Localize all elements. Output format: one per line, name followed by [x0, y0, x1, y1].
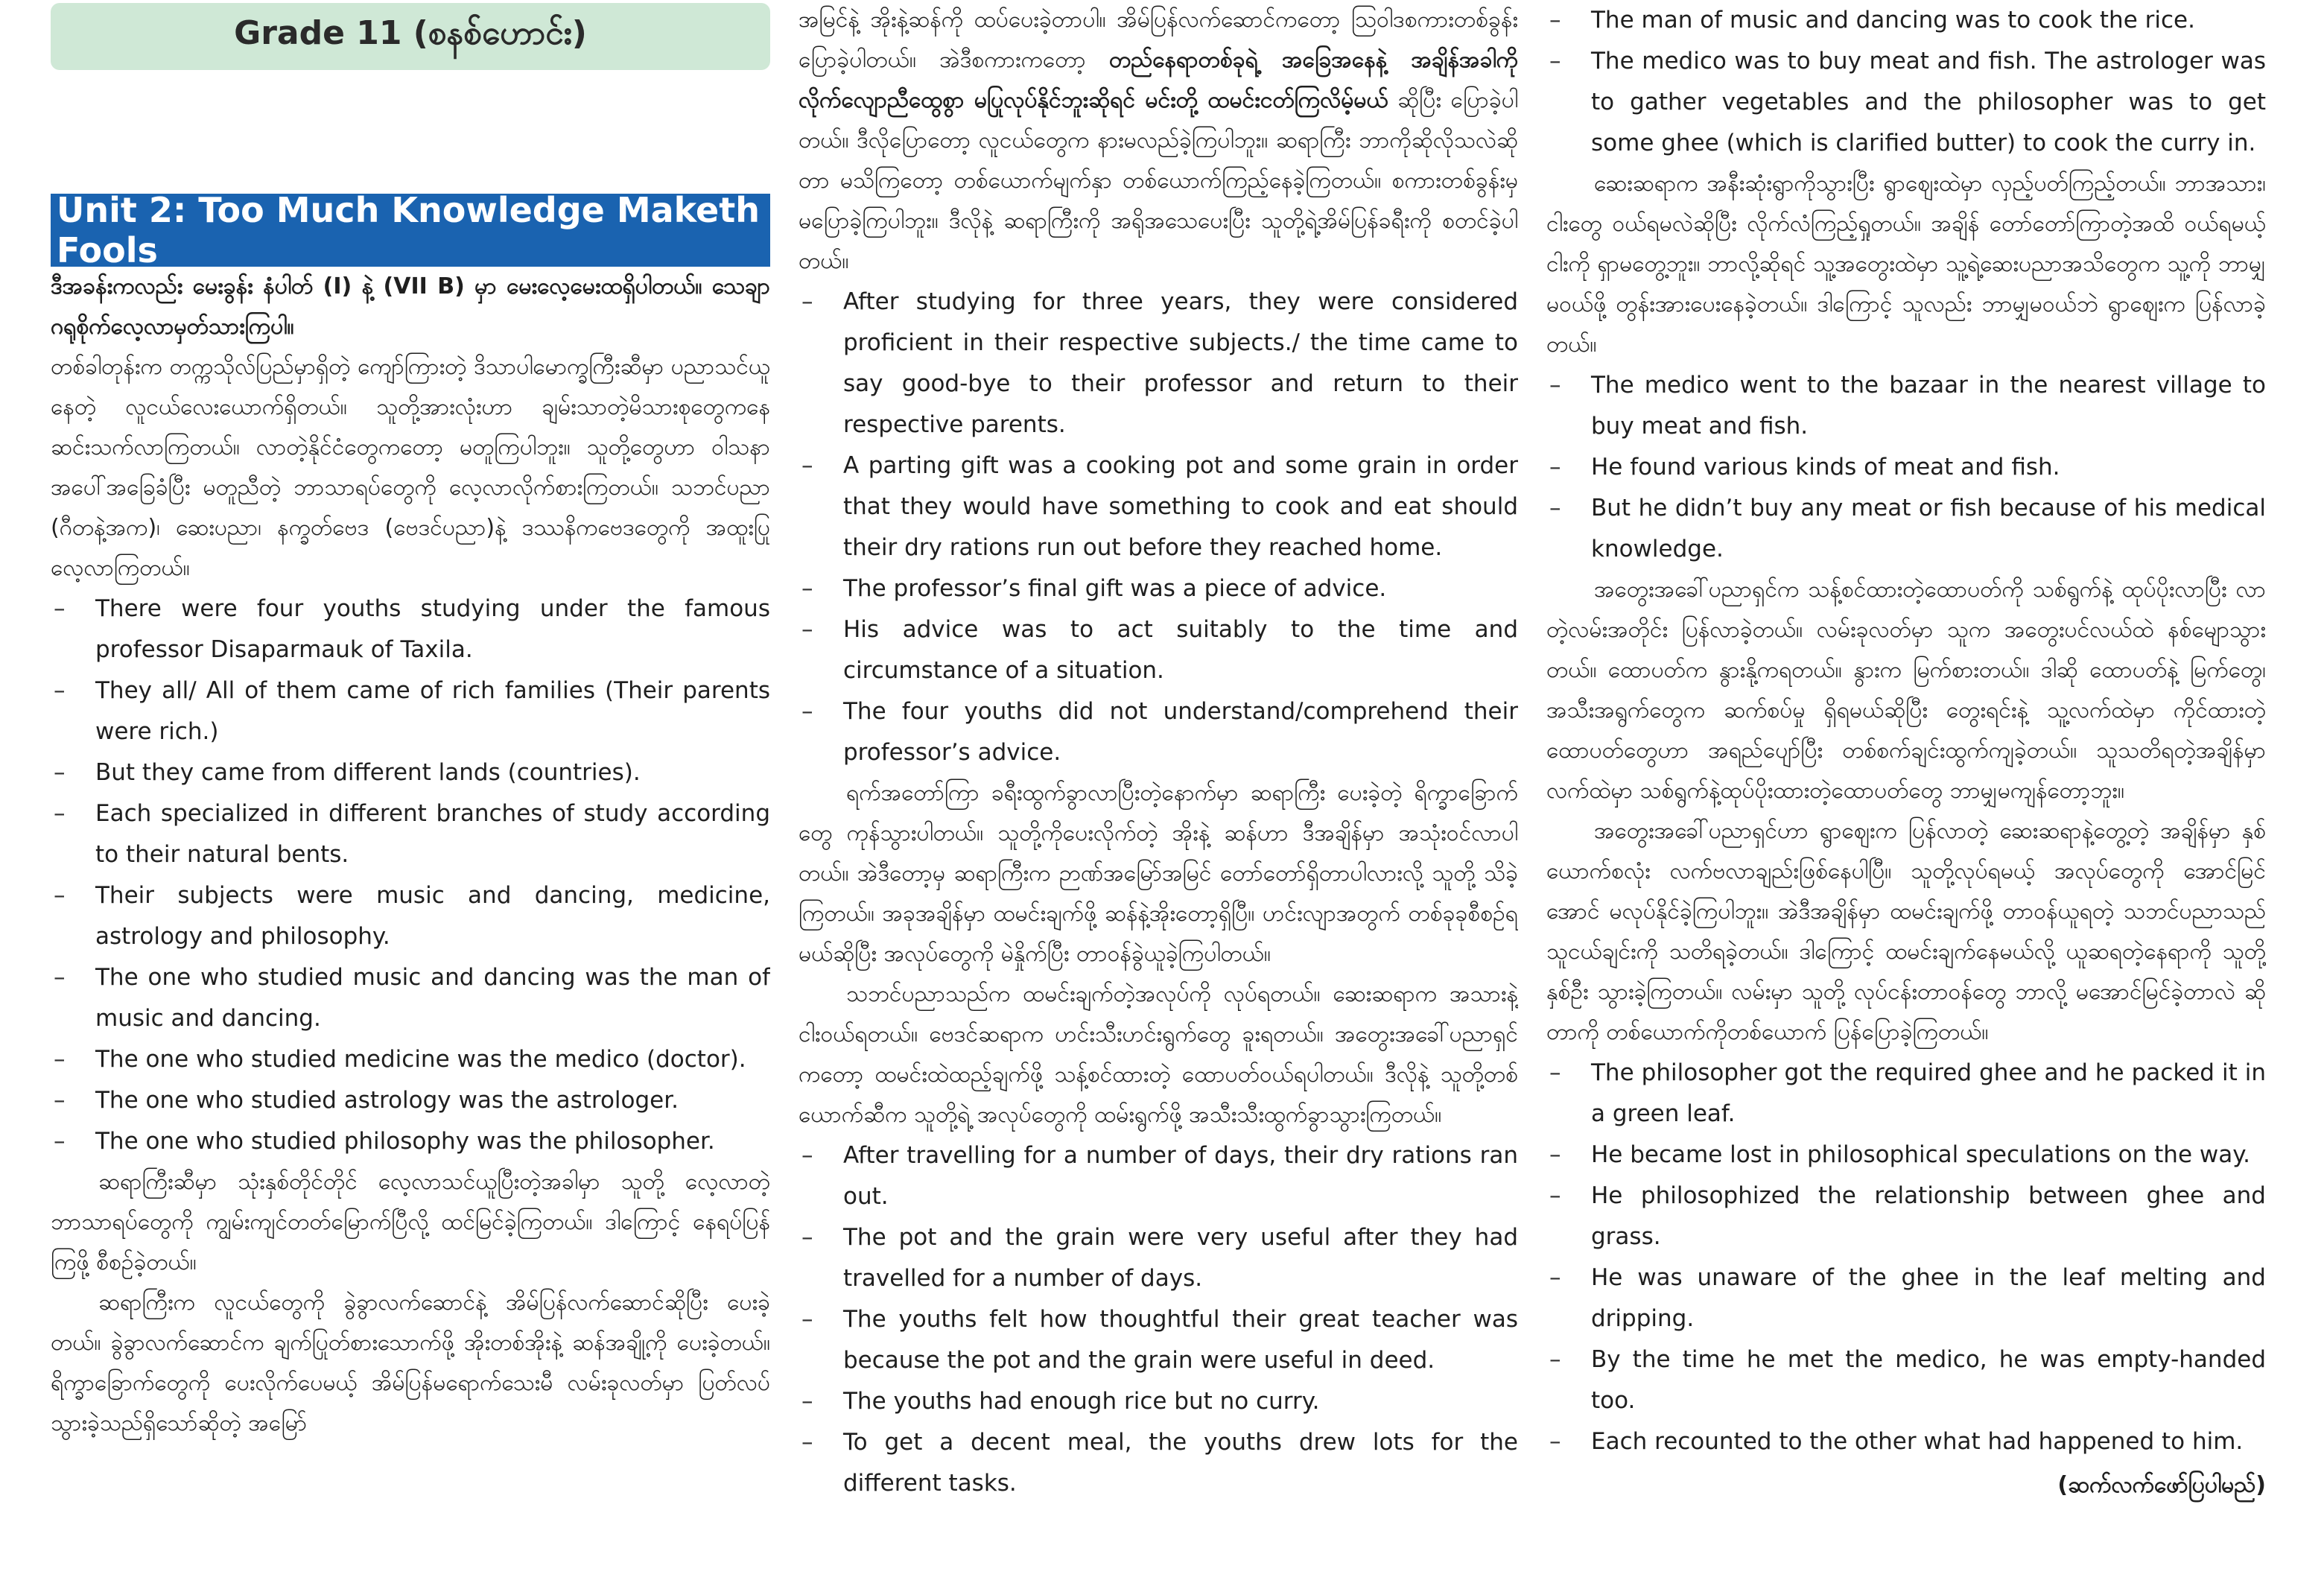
list-item: – The four youths did not understand/comprehend their professor’s advice.: [799, 691, 1518, 773]
paragraph: ဆရာကြီးဆီမှာ သုံးနှစ်တိုင်တိုင် လေ့လာသင်ယူပြီးတဲ့အခါမှာ သူတို့ လေ့လာတဲ့ဘာသာရပ်တွေကို ကျွမ်းကျင်တတ်မြောက်ပြီလို့ ထင်မြင်ခဲ့ကြတယ်။ ဒါကြောင့် နေရပ်ပြန်ကြဖို့ စီစဉ်ခဲ့တယ်။: [51, 1169, 770, 1275]
column-2: [799, 0, 1518, 1589]
paragraph: တစ်ခါတုန်းက တက္ကသိုလ်ပြည်မှာရှိတဲ့ ကျော်ကြားတဲ့ ဒိသာပါမောက္ခကြီးဆီမှာ ပညာသင်ယူနေတဲ့ လူငယ်လေးယောက်ရှိတယ်။ သူတို့အားလုံးဟာ ချမ်းသာတဲ့မိသားစုတွေကနေ ဆင်းသက်လာကြတယ်။ လာတဲ့နိုင်ငံတွေကတော့ မတူကြပါဘူး။ သူတို့တွေဟာ ဝါသနာအပေါ်အခြေခံပြီး မတူညီတဲ့ ဘာသာရပ်တွေကို လေ့လာလိုက်စားကြတယ်။ သဘင်ပညာ (ဂီတနဲ့အက)၊ ဆေးပညာ၊ နက္ခတ်ဗေဒ (ဗေဒင်ပညာ)နဲ့ ဒဿနိကဗေဒတွေကို အထူးပြုလေ့လာကြတယ်။: [51, 354, 770, 581]
list-item: – He found various kinds of meat and fish.: [1546, 447, 2266, 488]
continued-note: (ဆက်လက်ဖော်ပြပါမည်): [2057, 1472, 2266, 1498]
list-item: – His advice was to act suitably to the time and circumstance of a situation.: [799, 609, 1518, 691]
list-item: – The man of music and dancing was to cook the rice.: [1546, 0, 2266, 41]
list-item: – The philosopher got the required ghee and he packed it in a green leaf.: [1546, 1053, 2266, 1135]
list-item: – After studying for three years, they were considered proficient in their respective subjects./ the time came to say good-bye to their professor and return to their respective parents.: [799, 282, 1518, 445]
paragraph: ရက်အတော်ကြာ ခရီးထွက်ခွာလာပြီးတဲ့နောက်မှာ ဆရာကြီး ပေးခဲ့တဲ့ ရိက္ခာခြောက်တွေ ကုန်သွားပါတယ်။ သူတို့ကိုပေးလိုက်တဲ့ အိုးနဲ့ ဆန်ဟာ ဒီအချိန်မှာ အသုံးဝင်လာပါတယ်။ အဲဒီတော့မှ ဆရာကြီးက ဉာဏ်အမြော်အမြင် တော်တော်ရှိတာပါလားလို့ သူတို့ သိခဲ့ကြတယ်။ အခုအချိန်မှာ ထမင်းချက်ဖို့ ဆန်နဲ့အိုးတော့ရှိပြီ။ ဟင်းလျာအတွက် တစ်ခုခုစီစဉ်ရမယ်ဆိုပြီး အလုပ်တွေကို မဲနှိုက်ပြီး တာဝန်ခွဲယူခဲ့ကြပါတယ်။: [799, 780, 1518, 967]
list-item: – The professor’s final gift was a piece of advice.: [799, 568, 1518, 609]
list-item: – He became lost in philosophical speculations on the way.: [1546, 1135, 2266, 1176]
list-item: – Each recounted to the other what had happened to him.: [1546, 1421, 2266, 1462]
column-1: [51, 0, 770, 1589]
list-item: – A parting gift was a cooking pot and some grain in order that they would have something to cook and eat should their dry rations run out before they reached home.: [799, 445, 1518, 568]
paragraph: ဆေးဆရာက အနီးဆုံးရွာကိုသွားပြီး ရွာဈေးထဲမှာ လှည့်ပတ်ကြည့်တယ်။ ဘာအသား၊ ငါးတွေ ဝယ်ရမလဲဆိုပြီး လိုက်လံကြည့်ရှုတယ်။ အချိန် တော်တော်ကြာတဲ့အထိ ဝယ်ရမယ့်ငါးကို ရှာမတွေ့ဘူး။ ဘာလို့ဆိုရင် သူ့အတွေးထဲမှာ သူ့ရဲ့ဆေးပညာအသိတွေက သူ့ကို ဘာမျှမဝယ်ဖို့ တွန်းအားပေးနေခဲ့တယ်။ ဒါကြောင့် သူလည်း ဘာမျှမဝယ်ဘဲ ရွာဈေးက ပြန်လာခဲ့တယ်။: [1546, 171, 2266, 358]
column-3: [1546, 0, 2266, 1589]
list-item: – But they came from different lands (countries).: [51, 752, 770, 793]
list-item: – The youths felt how thoughtful their great teacher was because the pot and the grain were useful in deed.: [799, 1299, 1518, 1381]
paragraph: သဘင်ပညာသည်က ထမင်းချက်တဲ့အလုပ်ကို လုပ်ရတယ်။ ဆေးဆရာက အသားနဲ့ငါးဝယ်ရတယ်။ ဗေဒင်ဆရာက ဟင်းသီးဟင်းရွက်တွေ ခူးရတယ်။ အတွေးအခေါ်ပညာရှင်ကတော့ ထမင်းထဲထည့်ချက်ဖို့ သန့်စင်ထားတဲ့ ထောပတ်ဝယ်ရပါတယ်။ ဒီလိုနဲ့ သူတို့တစ်ယောက်ဆီက သူတို့ရဲ့ အလုပ်တွေကို ထမ်းရွက်ဖို့ အသီးသီးထွက်ခွာသွားကြတယ်။: [799, 981, 1518, 1128]
paragraph: အတွေးအခေါ်ပညာရှင်က သန့်စင်ထားတဲ့ထောပတ်ကို သစ်ရွက်နဲ့ ထုပ်ပိုးလာပြီး လာတဲ့လမ်းအတိုင်း ပြန်လာခဲ့တယ်။ လမ်းခုလတ်မှာ သူက အတွေးပင်လယ်ထဲ နစ်မျောသွားတယ်။ ထောပတ်က နွားနို့ကရတယ်။ နွားက မြက်စားတယ်။ ဒါဆို ထောပတ်နဲ့ မြက်တွေ၊ အသီးအရွက်တွေက ဆက်စပ်မှု ရှိရမယ်ဆိုပြီး တွေးရင်းနဲ့ သူ့လက်ထဲမှာ ကိုင်ထားတဲ့ ထောပတ်တွေဟာ အရည်ပျော်ပြီး တစ်စက်ချင်းထွက်ကျခဲ့တယ်။ သူသတိရတဲ့အချိန်မှာ လက်ထဲမှာ သစ်ရွက်နဲ့ထုပ်ပိုးထားတဲ့ထောပတ်တွေ ဘာမျှမကျန်တော့ဘူး။: [1546, 577, 2266, 804]
list-item: – There were four youths studying under the famous professor Disaparmauk of Taxila.: [51, 589, 770, 670]
paragraph: အတွေးအခေါ်ပညာရှင်ဟာ ရွာဈေးက ပြန်လာတဲ့ ဆေးဆရာနဲ့တွေ့တဲ့ အချိန်မှာ နှစ်ယောက်စလုံး လက်ဗလာချည်းဖြစ်နေပါပြီ။ သူတို့လုပ်ရမယ့် အလုပ်တွေကို အောင်မြင်အောင် မလုပ်နိုင်ခဲ့ကြပါဘူး။ အဲဒီအချိန်မှာ ထမင်းချက်ဖို့ တာဝန်ယူရတဲ့ သဘင်ပညာသည်သူငယ်ချင်းကို သတိရခဲ့တယ်။ ဒါကြောင့် ထမင်းချက်နေမယ်လို့ ယူဆရတဲ့နေရာကို သူတို့နှစ်ဦး သွားခဲ့ကြတယ်။ လမ်းမှာ သူတို့ လုပ်ငန်းတာဝန်တွေ ဘာလို့ မအောင်မြင်ခဲ့တာလဲ ဆိုတာကို တစ်ယောက်ကိုတစ်ယောက် ပြန်ပြောခဲ့ကြတယ်။: [1546, 818, 2266, 1045]
summary-list: [1546, 0, 2266, 164]
list-item: – Their subjects were music and dancing, medicine, astrology and philosophy.: [51, 875, 770, 957]
summary-list: [799, 282, 1518, 773]
list-item: – The one who studied astrology was the astrologer.: [51, 1080, 770, 1121]
unit-heading: Unit 2: Too Much Knowledge Maketh Fools: [51, 194, 770, 267]
list-item: – But he didn’t buy any meat or fish because of his medical knowledge.: [1546, 488, 2266, 570]
grade-heading: Grade 11 (စနစ်ဟောင်း): [51, 3, 770, 70]
list-item: – The medico was to buy meat and fish. The astrologer was to gather vegetables and the philosopher was to get some ghee (which is clarified butter) to cook the curry in.: [1546, 41, 2266, 164]
list-item: – Each specialized in different branches of study according to their natural bents.: [51, 793, 770, 875]
paragraph-text: ဆိုပြီး ပြောခဲ့ပါတယ်။ ဒီလိုပြောတော့ လူငယ်တွေက နားမလည်ခဲ့ကြပါဘူး။ ဆရာကြီး ဘာကိုဆိုလိုသလဲဆိုတာ မသိကြတော့ တစ်ယောက်မျက်နှာ တစ်ယောက်ကြည့်နေခဲ့ကြတယ်။ စကားတစ်ခွန်းမှ မပြောခဲ့ကြပါဘူး။ ဒီလိုနဲ့ ဆရာကြီးကို အရိုအသေပေးပြီး သူတို့ရဲ့အိမ်ပြန်ခရီးကို စတင်ခဲ့ပါတယ်။: [799, 87, 1518, 274]
list-item: – To get a decent meal, the youths drew lots for the different tasks.: [799, 1422, 1518, 1504]
list-item: – He was unaware of the ghee in the leaf melting and dripping.: [1546, 1257, 2266, 1339]
summary-list: [799, 1135, 1518, 1504]
intro-note: ဒီအခန်းကလည်း မေးခွန်း နံပါတ် (I) နဲ့ (VII B) မှာ မေးလေ့မေးထရှိပါတယ်။ သေချာဂရုစိုက်လေ့လာမှတ်သားကြပါ။: [51, 273, 770, 340]
list-item: – He philosophized the relationship between ghee and grass.: [1546, 1176, 2266, 1257]
list-item: – The youths had enough rice but no curry.: [799, 1381, 1518, 1422]
summary-list: [1546, 1053, 2266, 1462]
paragraph: ဆရာကြီးက လူငယ်တွေကို ခွဲခွာလက်ဆောင်နဲ့ အိမ်ပြန်လက်ဆောင်ဆိုပြီး ပေးခဲ့တယ်။ ခွဲခွာလက်ဆောင်က ချက်ပြုတ်စားသောက်ဖို့ အိုးတစ်အိုးနဲ့ ဆန်အချို့ကို ပေးခဲ့တယ်။ ရိက္ခာခြောက်တွေကို ပေးလိုက်ပေမယ့် အိမ်ပြန်မရောက်သေးမီ လမ်းခုလတ်မှာ ပြတ်လပ်သွားခဲ့သည်ရှိသော်ဆိုတဲ့ အမြော်: [51, 1290, 770, 1436]
list-item: – After travelling for a number of days, their dry rations ran out.: [799, 1135, 1518, 1217]
list-item: – The one who studied philosophy was the philosopher.: [51, 1121, 770, 1162]
list-item: – The one who studied music and dancing was the man of music and dancing.: [51, 957, 770, 1039]
summary-list: [1546, 365, 2266, 570]
summary-list: [51, 589, 770, 1162]
advice-quote: တည်နေရာတစ်ခုရဲ့ အခြေအနေနဲ့ အချိန်အခါကို လိုက်လျောညီထွေစွာ မပြုလုပ်နိုင်ဘူးဆိုရင် မင်းတို့ ထမင်းငတ်ကြလိမ့်မယ်: [799, 47, 1518, 113]
list-item: – The medico went to the bazaar in the nearest village to buy meat and fish.: [1546, 365, 2266, 447]
paragraph-text: အမြင်နဲ့ အိုးနဲ့ဆန်ကို ထပ်ပေးခဲ့တာပါ။ အိမ်ပြန်လက်ဆောင်ကတော့ ဩဝါဒစကားတစ်ခွန်းပြောခဲ့ပါတယ်။ အဲဒီစကားကတော့: [799, 7, 1518, 73]
paragraph: [799, 0, 1518, 282]
list-item: – They all/ All of them came of rich families (Their parents were rich.): [51, 670, 770, 752]
list-item: – The one who studied medicine was the medico (doctor).: [51, 1039, 770, 1080]
list-item: – The pot and the grain were very useful after they had travelled for a number of days.: [799, 1217, 1518, 1299]
list-item: – By the time he met the medico, he was empty-handed too.: [1546, 1339, 2266, 1421]
